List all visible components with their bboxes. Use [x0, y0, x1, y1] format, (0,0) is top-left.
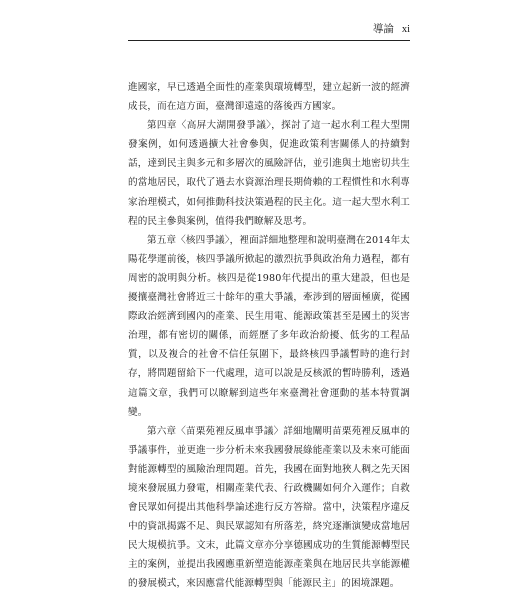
paragraph-chapter-5: 第五章〈核四爭議〉，裡面詳細地整理和說明臺灣在2014年太陽花學運前後，核四爭議所掀起的激烈抗爭與政治角力過程，都有周密的說明與分析。核四是從1980年代提出的重大建設，但也是擾攘臺灣社會將近三十餘年的重大爭議，牽涉到的層面極廣，從國際政治經濟到國內的產業、民生用電、能源政策甚至是國土的災害治理，都有密切的關係，而經歷了多年政治紛擾、低劣的工程品質，以及複合的社會不信任氛圍下，最終核四爭議暫時的進行封存，將問題留給下一代處理，這可以說是反核派的暫時勝利，透過這篇文章，我們可以瞭解到這些年來臺灣社會運動的基本特質調變。 [128, 234, 410, 418]
paragraph-chapter-4: 第四章〈高屏大湖開發爭議〉，探討了這一起水利工程大型開發案例，如何透過擴大社會參與，促進政策利害關係人的持續對話，達到民主與多元和多層次的風險評估，並引進與土地密切共生的當地居民，取代了過去水資源治理長期倚賴的工程慣性和水利專家治理模式，如何推動科技決策過程的民主化。這一起大型水利工程的民主參與案例，值得我們瞭解及思考。 [128, 120, 410, 227]
chapter-title: 導論 [372, 23, 394, 35]
running-header [300, 22, 410, 37]
paragraph-continuation: 進國家，早已透過全面性的產業與環境轉型，建立起新一波的經濟成長，而在這方面，臺灣卻遠遠的落後西方國家。 [128, 82, 410, 113]
paragraph-chapter-6: 第六章〈苗栗苑裡反風車爭議〉詳細地闡明苗栗苑裡反風車的爭議事件，並更進一步分析未來我國發展綠能產業以及未來可能面對能源轉型的風險治理問題。首先，我國在面對地狹人稠之先天困境來發展風力發電，相關產業代表、行政機關如何介入運作；自救會民眾如何提出其他科學論述進行反方答辯。當中，決策程序違反中的資訊揭露不足、與民眾認知有所落差，終究逐漸演變成當地居民大規模抗爭。文末，此篇文章亦分享德國成功的生質能源轉型民主的案例，並提出我國應重新塑造能源產業與在地居民共享能源權的發展模式，來因應當代能源轉型與「能源民主」的困境課題。 [128, 425, 410, 590]
page-number: xi [401, 24, 410, 35]
header-rule [128, 40, 410, 41]
body-text [128, 78, 410, 594]
